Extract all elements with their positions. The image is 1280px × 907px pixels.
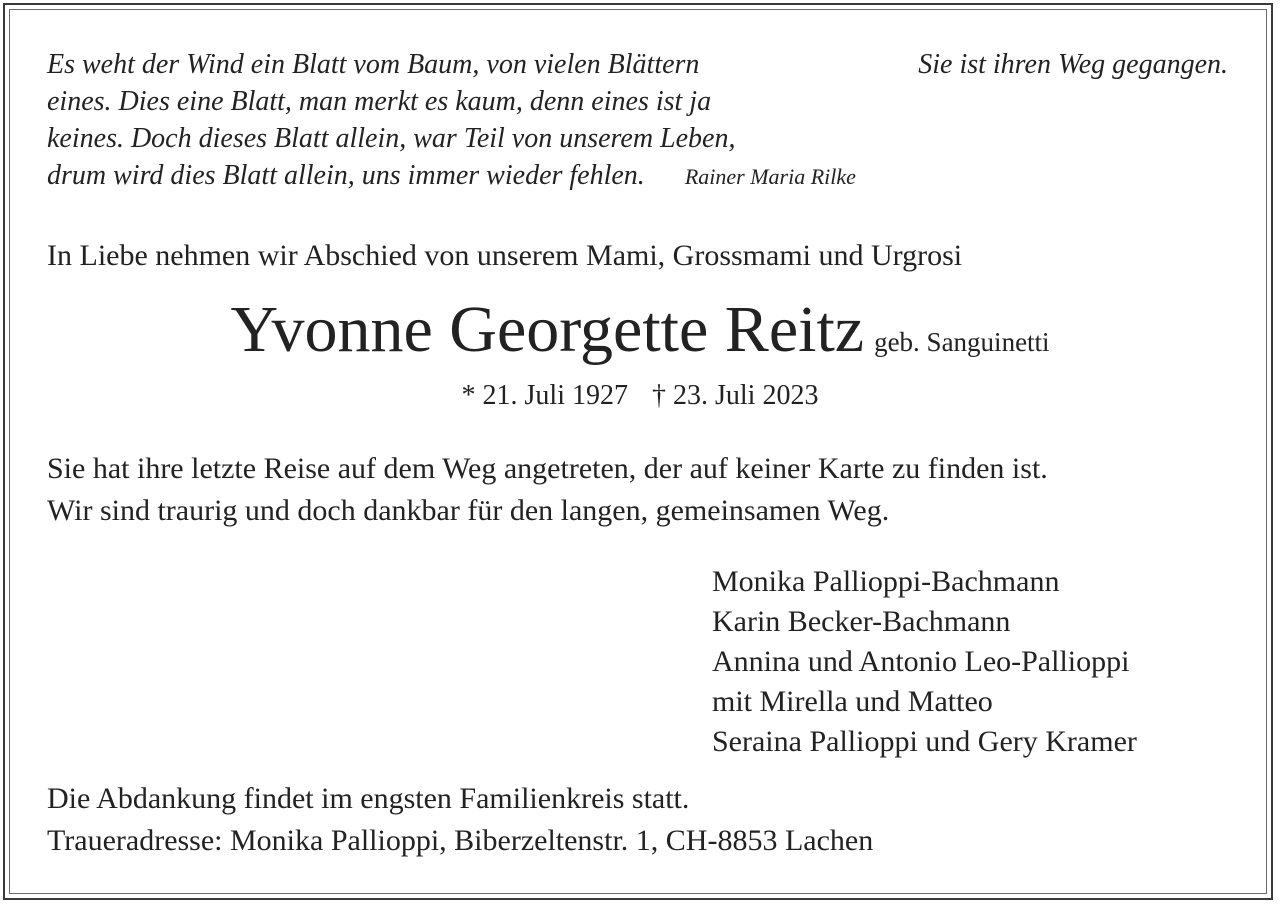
mourner: Annina und Antonio Leo-Pallioppi <box>712 645 1130 678</box>
intro-text: In Liebe nehmen wir Abschied von unserem Mami, Grossmami und Urgrosi <box>47 239 963 272</box>
life-dates <box>0 376 1280 416</box>
ceremony-notice: Die Abdankung findet im engsten Familienkreis statt. <box>47 782 690 815</box>
motto: Sie ist ihren Weg gegangen. <box>918 49 1228 80</box>
poem-line: keines. Doch dieses Blatt allein, war Teil von unserem Leben, <box>47 123 736 154</box>
poem-line-text: drum wird dies Blatt allein, uns immer wieder fehlen. <box>47 160 645 191</box>
notice <box>47 778 873 862</box>
deceased-name: Yvonne Georgette Reitz <box>230 293 865 366</box>
poem <box>47 46 856 194</box>
poem-line-last <box>47 157 856 194</box>
maiden-name: geb. Sanguinetti <box>874 327 1050 357</box>
message <box>47 448 1048 532</box>
message-line: Sie hat ihre letzte Reise auf dem Weg angetreten, der auf keiner Karte zu finden ist. <box>47 452 1048 485</box>
death-date: † 23. Juli 2023 <box>652 380 819 411</box>
mourner: Karin Becker-Bachmann <box>712 605 1011 638</box>
birth-date: * 21. Juli 1927 <box>461 380 628 411</box>
mourner: Monika Pallioppi-Bachmann <box>712 565 1060 598</box>
deceased-name-line <box>0 290 1280 370</box>
poem-line: eines. Dies eine Blatt, man merkt es kaum, denn eines ist ja <box>47 86 712 117</box>
mourners-list <box>712 562 1137 762</box>
poem-line: Es weht der Wind ein Blatt vom Baum, von vielen Blättern <box>47 49 700 80</box>
mourner: Seraina Pallioppi und Gery Kramer <box>712 725 1137 758</box>
mourning-address: Traueradresse: Monika Pallioppi, Biberzeltenstr. 1, CH-8853 Lachen <box>47 824 874 857</box>
poem-author: Rainer Maria Rilke <box>684 164 856 189</box>
mourner: mit Mirella und Matteo <box>712 685 993 718</box>
message-line: Wir sind traurig und doch dankbar für den langen, gemeinsamen Weg. <box>47 494 890 527</box>
